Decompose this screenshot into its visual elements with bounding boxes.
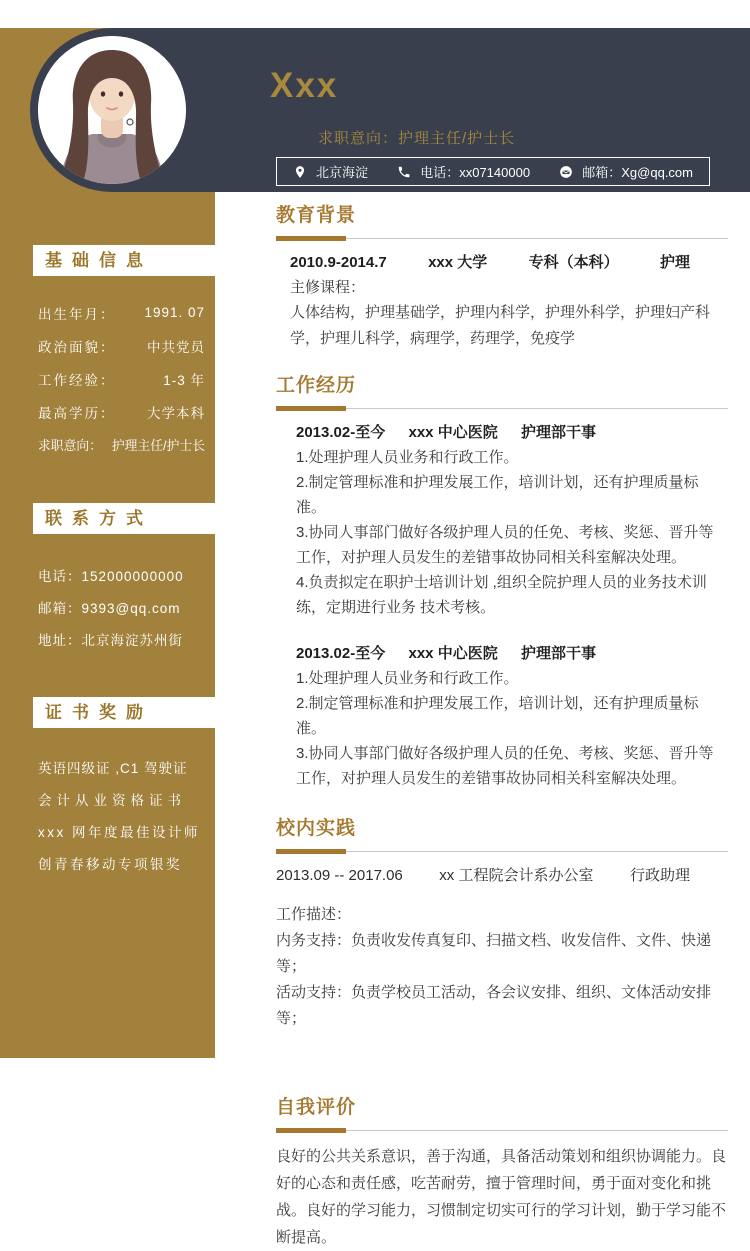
section-title: 自我评价 [276,1097,357,1118]
contact-phone [397,162,530,181]
section-divider [276,236,728,241]
contact-email: 邮箱：9393@qq.com [38,601,181,616]
basic-info-row [38,329,205,362]
work-entry-header [296,642,596,666]
work-item: 3.协同人事部门做好各级护理人员的任免、考核、奖惩、晋升等工作，对护理人员发生的差错事故协同相关科室解决处理。 [296,524,714,566]
work-role: 护理部干事 [520,645,596,662]
section-title: 校内实践 [276,818,357,839]
contact-location [293,162,368,181]
work-company: xxx 中心医院 [408,645,498,662]
contact-title: 联系方式 [45,509,153,528]
work-item: 2.制定管理标准和护理发展工作，培训计划，还有护理质量标准。 [296,695,699,737]
basic-info-title: 基础信息 [45,251,153,270]
work-entry [276,642,728,791]
basic-info-row [38,362,205,395]
section-title: 教育背景 [276,205,357,226]
resume-body [276,200,728,1251]
row-label: 最高学历： [38,405,116,421]
basic-info-rows [38,296,205,461]
practice-line: 内务支持：负责收发传真复印、扫描文档、收发信件、文件、快递等； [276,932,712,975]
section-divider [276,406,728,411]
practice-line: 活动支持：负责学校员工活动，各会议安排、组织、文体活动安排等； [276,984,712,1027]
education-period: 2010.9-2014.7 [290,254,387,271]
work-item: 1.处理护理人员业务和行政工作。 [296,449,519,466]
certificate-item: 英语四级证 ,C1 驾驶证 [38,761,188,776]
section-divider [276,849,728,854]
courses-text: 人体结构，护理基础学，护理内科学，护理外科学，护理妇产科学，护理儿科学，病理学，药理学，免疫学 [290,304,711,347]
phone-icon [397,165,411,179]
certificate-item: 创青春移动专项银奖 [38,857,182,872]
contact-phone: 电话：152000000000 [38,569,184,584]
work-item: 2.制定管理标准和护理发展工作，培训计划，还有护理质量标准。 [296,474,699,516]
contact-address: 地址：北京海淀苏州街 [38,633,183,648]
certificate-rows [38,753,205,881]
sidebar-section-title-certificates [33,697,230,728]
work-period: 2013.02-至今 [296,424,386,441]
contact-location-text: 北京海淀 [316,165,369,180]
location-pin-icon [293,165,307,179]
practice-entry-header [276,864,690,888]
envelope-icon [559,165,573,179]
row-label: 出生年月： [38,306,116,322]
job-objective: 求职意向：护理主任/护士长 [318,130,516,147]
contact-email [559,162,693,181]
row-label: 政治面貌： [38,339,116,355]
row-value: 1991. 07 [144,305,205,320]
section-work [276,370,728,791]
basic-info-row [38,296,205,329]
work-entry-header [296,421,596,445]
profile-photo [38,36,186,184]
practice-period: 2013.09 -- 2017.06 [276,867,403,884]
education-school: xxx 大学 [428,254,488,271]
section-title: 工作经历 [276,375,357,396]
row-value: 护理主任/护士长 [111,438,205,453]
education-entry-header [290,251,690,275]
contact-phone-text: 电话：xx07140000 [420,165,531,180]
education-degree: 专科（本科） [528,254,619,271]
practice-org: xx 工程院会计系办公室 [439,867,594,884]
row-label: 工作经验： [38,372,116,388]
avatar-illustration [38,36,186,184]
work-role: 护理部干事 [520,424,596,441]
contact-email-text: 邮箱：Xg@qq.com [582,165,693,180]
contact-rows [38,561,205,657]
row-value: 1-3 年 [163,372,205,388]
sidebar-section-title-basic-info [33,245,230,276]
practice-role: 行政助理 [629,867,690,884]
work-item: 4.负责拟定在职护士培训计划 ,组织全院护理人员的业务技术训练，定期进行业务 技术考核。 [296,574,707,616]
work-company: xxx 中心医院 [408,424,498,441]
header-contact-bar [276,157,710,186]
row-label: 求职意向： [38,438,102,453]
work-item: 1.处理护理人员业务和行政工作。 [296,670,519,687]
basic-info-row [38,428,205,461]
self-eval-text: 良好的公共关系意识，善于沟通，具备活动策划和组织协调能力。良好的心态和责任感，吃苦耐劳，擅于管理时间，勇于面对变化和挑战。良好的学习能力，习惯制定切实可行的学习计划，勤于学习能不断提高。 [276,1148,727,1246]
candidate-name: Xxx [270,66,339,105]
certificate-item: 会计从业资格证书 [38,793,186,808]
work-item: 3.协同人事部门做好各级护理人员的任免、考核、奖惩、晋升等工作，对护理人员发生的差错事故协同相关科室解决处理。 [296,745,714,787]
section-education [276,200,728,352]
sidebar-section-title-contact [33,503,230,534]
section-divider [276,1128,728,1133]
work-entry-items [296,445,728,620]
row-value: 大学本科 [147,405,205,421]
practice-desc-label: 工作描述： [276,906,352,923]
row-value: 中共党员 [147,339,205,355]
section-practice [276,813,728,1032]
work-entry-items [296,666,728,791]
courses-label: 主修课程： [290,279,366,296]
basic-info-row [38,395,205,428]
work-entry [276,421,728,620]
section-self-eval [276,1092,728,1251]
certificate-item: xxx 网年度最佳设计师 [38,825,201,840]
work-period: 2013.02-至今 [296,645,386,662]
certificates-title: 证书奖励 [45,703,153,722]
education-major: 护理 [659,254,690,271]
